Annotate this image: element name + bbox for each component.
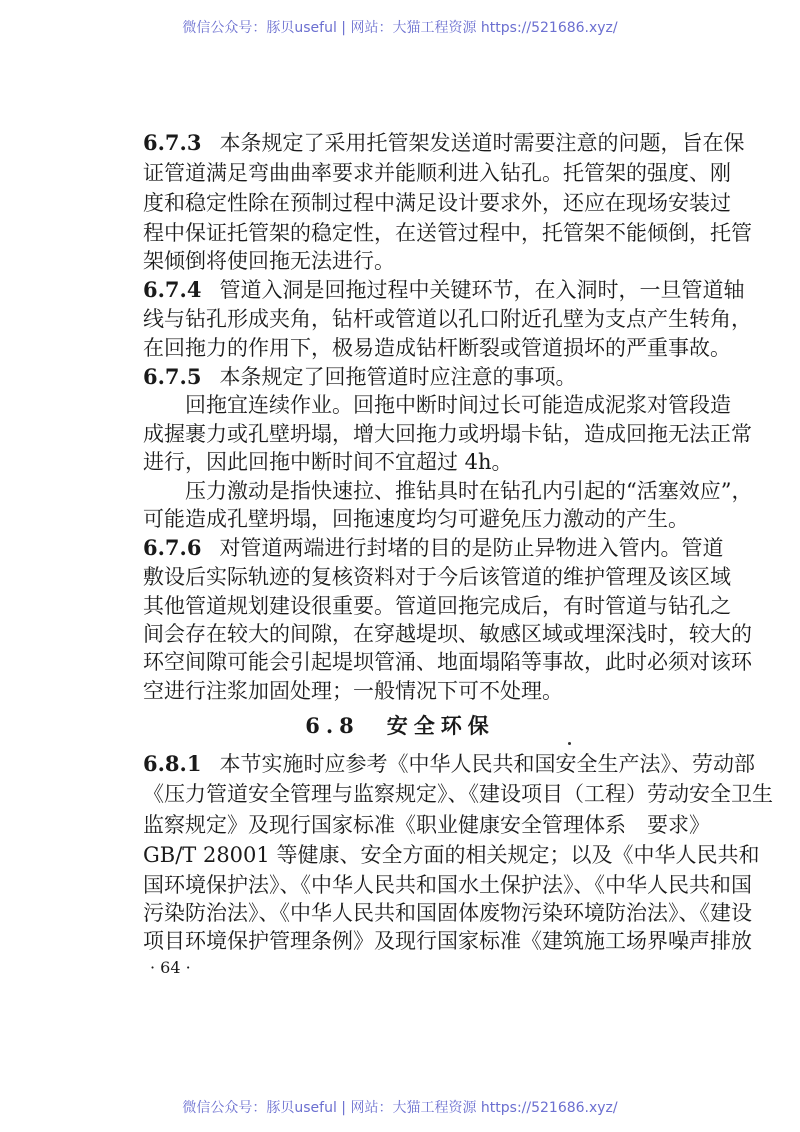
text-line: 线与钻孔形成夹角，钻杆或管道以孔口附近孔壁为支点产生转角， [143,307,752,331]
text-line: 国环境保护法》、《中华人民共和国水土保护法》、《中华人民共和国 [143,873,752,897]
stray-dot [568,742,571,745]
text-line: 压力激动是指快速拉、推钻具时在钻孔内引起的“活塞效应”， [185,479,753,503]
text-line: 项目环境保护管理条例》及现行国家标准《建筑施工场界噪声排放 [143,929,752,953]
clause-number: 6.7.5 [143,364,202,389]
text-line: 污染防治法》、《中华人民共和国固体废物污染环境防治法》、《建设 [143,901,752,925]
text-line: 环空间隙可能会引起堤坝管涌、地面塌陷等事故，此时必须对该环 [143,650,752,674]
text-line: 6.7.5 本条规定了回拖管道时应注意的事项。 [143,364,577,389]
text-line: 空进行注浆加固处理；一般情况下可不处理。 [143,679,563,703]
watermark-top: 微信公众号：豚贝useful | 网站：大猫工程资源 https://521686.xyz/ [182,20,618,36]
text-line: 证管道满足弯曲曲率要求并能顺利进入钻孔。托管架的强度、刚 [143,161,731,185]
text-line: 回拖宜连续作业。回拖中断时间过长可能造成泥浆对管段造 [185,393,731,417]
text-line: 6.7.4 管道入洞是回拖过程中关键环节，在入洞时，一旦管道轴 [143,277,745,302]
text-line: 6.7.3 本条规定了采用托管架发送道时需要注意的问题，旨在保 [143,130,745,155]
text-line: 度和稳定性除在预制过程中满足设计要求外，还应在现场安装过 [143,191,731,215]
text-line: 成握裹力或孔壁坍塌，增大回拖力或坍塌卡钻，造成回拖无法正常 [143,422,752,446]
text-line: 程中保证托管架的稳定性，在送管过程中，托管架不能倾倒，托管 [143,221,752,245]
text-line: GB/T 28001 等健康、安全方面的相关规定；以及《中华人民共和 [143,843,760,867]
text-line: 敷设后实际轨迹的复核资料对于今后该管道的维护管理及该区域 [143,565,731,589]
text-line: 监察规定》及现行国家标准《职业健康安全管理体系 要求》 [143,813,710,837]
clause-number: 6.7.4 [143,277,202,302]
watermark-bottom: 微信公众号：豚贝useful | 网站：大猫工程资源 https://521686.xyz/ [182,1100,618,1116]
section-heading: 6.8 安全环保 [305,713,495,738]
text-line: 进行，因此回拖中断时间不宜超过 4h。 [143,450,513,474]
text-line: 架倾倒将使回拖无法进行。 [143,249,395,273]
text-line: 其他管道规划建设很重要。管道回拖完成后，有时管道与钻孔之 [143,594,731,618]
text-line: 《压力管道安全管理与监察规定》、《建设项目（工程）劳动安全卫生 [143,782,773,806]
text-line: 可能造成孔壁坍塌，回拖速度均匀可避免压力激动的产生。 [143,507,689,531]
text-line: 6.7.6 对管道两端进行封堵的目的是防止异物进入管内。管道 [143,535,724,560]
text-line: 6.8.1 本节实施时应参考《中华人民共和国安全生产法》、劳动部 [143,751,755,776]
text-line: 在回拖力的作用下，极易造成钻杆断裂或管道损坏的严重事故。 [143,336,731,360]
page-number: · 64 · [150,958,191,977]
clause-number: 6.8.1 [143,751,202,776]
text-line: 间会存在较大的间隙，在穿越堤坝、敏感区域或埋深浅时，较大的 [143,622,752,646]
clause-number: 6.7.3 [143,130,202,155]
clause-number: 6.7.6 [143,535,202,560]
